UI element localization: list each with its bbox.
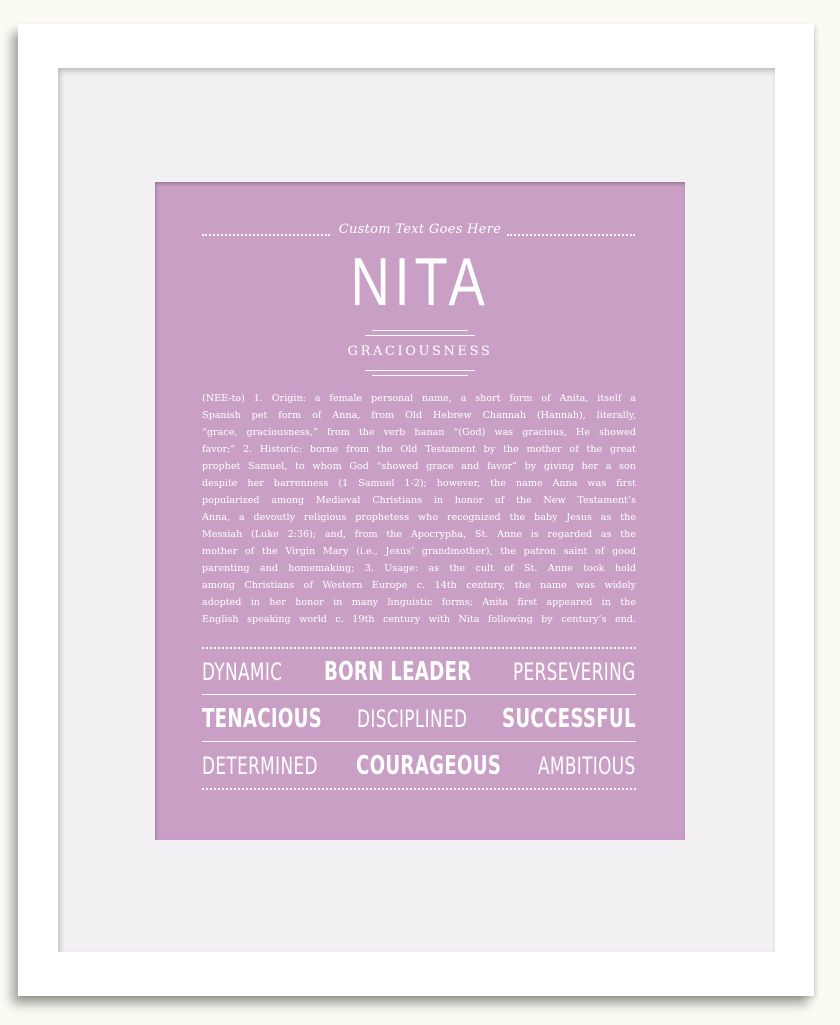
traits-row-2 bbox=[202, 701, 636, 737]
meaning-underline-1 bbox=[365, 370, 475, 371]
definition-line: adopted in her honor in many linguistic forms; Anita first appeared in the bbox=[202, 597, 636, 608]
definition-line: mother of the Virgin Mary (i.e., Jesus’ grandmother), the patron saint of good bbox=[202, 546, 636, 557]
definition-line: favor;” 2. Historic: borne from the Old Testament by the mother of the great bbox=[202, 444, 636, 455]
traits-divider-1 bbox=[202, 694, 636, 695]
definition-line: Anna, a devoutly religious prophetess who recognized the baby Jesus as the bbox=[202, 512, 636, 523]
name-underline-1 bbox=[372, 330, 468, 331]
definition-line: “grace, graciousness,” from the verb hanan “(God) was gracious, He showed bbox=[202, 427, 636, 438]
dotted-divider-left bbox=[202, 234, 330, 236]
definition-line: among Christians of Western Europe c. 14th century, the name was widely bbox=[202, 580, 636, 591]
frame-mat bbox=[58, 68, 775, 952]
definition-line: (NEE-tə) 1. Origin: a female personal name, a short form of Anita, itself a bbox=[202, 393, 636, 404]
traits-row-3 bbox=[202, 748, 636, 784]
trait-word: SUCCESSFUL bbox=[502, 704, 636, 734]
traits-bottom-divider bbox=[202, 788, 636, 790]
definition-line: English speaking world c. 19th century with Nita following by century’s end. bbox=[202, 614, 636, 625]
trait-word: COURAGEOUS bbox=[355, 751, 501, 781]
dotted-divider-right bbox=[507, 234, 635, 236]
name-title: NITA bbox=[350, 244, 490, 320]
picture-frame bbox=[18, 24, 814, 996]
trait-word: DISCIPLINED bbox=[356, 705, 468, 733]
meaning-underline-2 bbox=[372, 375, 468, 376]
name-underline-2 bbox=[365, 335, 475, 336]
definition-line: despite her barrenness (1 Samuel 1-2); however, the name Anna was first bbox=[202, 478, 636, 489]
definition-line: Messiah (Luke 2:36); and, from the Apocrypha, St. Anne is regarded as the bbox=[202, 529, 636, 540]
trait-word: PERSEVERING bbox=[513, 658, 636, 686]
traits-row-1 bbox=[202, 654, 636, 690]
traits-top-divider bbox=[202, 647, 636, 649]
custom-text: Custom Text Goes Here bbox=[338, 222, 502, 237]
definition-line: parenting and homemaking; 3. Usage: as the cult of St. Anne took hold bbox=[202, 563, 636, 574]
trait-word: DYNAMIC bbox=[202, 658, 283, 686]
name-definition bbox=[202, 390, 636, 628]
trait-word: TENACIOUS bbox=[202, 704, 323, 734]
definition-line: prophet Samuel, to whom God “showed grace and favor” by giving her a son bbox=[202, 461, 636, 472]
name-meaning: GRACIOUSNESS bbox=[347, 344, 493, 359]
definition-line: popularized among Medieval Christians in honor of the New Testament’s bbox=[202, 495, 636, 506]
trait-word: BORN LEADER bbox=[324, 657, 472, 687]
name-print bbox=[155, 182, 685, 840]
trait-word: DETERMINED bbox=[202, 752, 318, 780]
traits-divider-2 bbox=[202, 741, 636, 742]
definition-line: Spanish pet form of Anna, from Old Hebrew Channah (Hannah), literally, bbox=[202, 410, 636, 421]
trait-word: AMBITIOUS bbox=[538, 752, 636, 780]
